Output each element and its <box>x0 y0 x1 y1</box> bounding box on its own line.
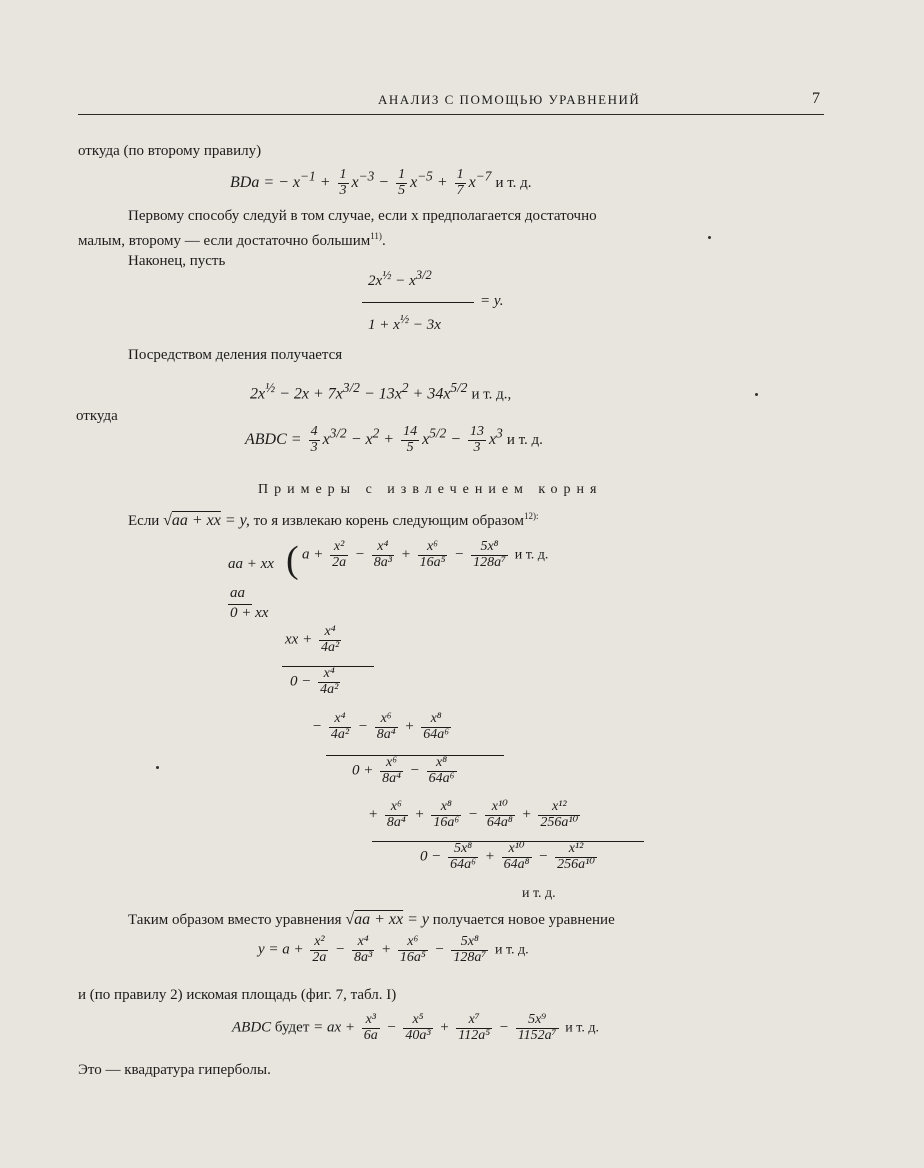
formula-y-equals: = y. <box>480 293 504 309</box>
paragraph-thus <box>128 911 615 929</box>
formula-bda: BDa = − $x^{-1}$ + $\frac{1}{3}$ $x^{-3}$ − $\frac{1}{5}$ $x^{-5}$ + $\frac{1}{7}$ $x^{-7}$ и т. д. <box>230 167 532 198</box>
page-header <box>78 92 824 115</box>
etc-1: и т. д. <box>495 174 532 191</box>
work-row-3: 0 − $\frac{\text{x⁴}}{\text{4a²}}$ <box>290 666 339 697</box>
formula-abdc-area: ABDC будет = ax + $\frac{\text{x³}}{6a}$ − $\frac{\text{x⁵}}{\text{40a³}}$ + $\frac{\text{x⁷}}{\text{112a⁵}}$ − $\frac{\text{5x⁹}}{\text{1152a⁷}}$ и т. д. <box>232 1012 599 1043</box>
budet-word: будет <box>274 1019 310 1036</box>
page-number: 7 <box>812 90 820 107</box>
formula-division-series: $2x^{\frac{1}{2}} - 2x + 7x^{3/2} - 13x^2 + 34x^{5/2}$ и т. д., <box>250 380 512 403</box>
speck <box>156 766 159 769</box>
work-0-xx: 0 + xx <box>230 605 269 621</box>
footnote-ref-11: 11) <box>370 231 382 241</box>
etc-2: и т. д., <box>471 386 512 403</box>
paragraph-method-b: малым, второму — если достаточно большим$^{11)}$. <box>78 231 386 249</box>
etc-5: и т. д. <box>522 886 556 901</box>
section-title: Примеры с извлечением корня <box>258 482 603 497</box>
formula-aa-xx: aa + xx <box>228 556 274 572</box>
paragraph-division: Посредством деления получается <box>128 347 343 363</box>
work-row-2: xx + $\frac{\text{x⁴}}{\text{4a²}}$ <box>285 624 340 655</box>
paragraph-if-sqrt <box>128 511 538 530</box>
running-title: АНАЛИЗ С ПОМОЩЬЮ УРАВНЕНИЙ <box>378 92 641 107</box>
etc-4: и т. д. <box>514 547 549 563</box>
paragraph-method-a: Первому способу следуй в том случае, если x предполагается достаточно <box>128 208 597 224</box>
formula-sqrt-aa-xx: √aa + xx = y, <box>163 512 250 529</box>
work-aa: aa <box>230 585 245 601</box>
fraction-bar-y <box>362 302 474 303</box>
paragraph-thus-a: Таким образом вместо уравнения <box>128 912 342 928</box>
etc-7: и т. д. <box>565 1020 599 1036</box>
paragraph-method-b-text: малым, второму — если достаточно большим <box>78 233 371 249</box>
speck <box>708 236 711 239</box>
formula-new-equation: y = a + $\frac{\text{x²}}{2a}$ − $\frac{\text{x⁴}}{\text{8a³}}$ + $\frac{\text{x⁶}}{\text{16a⁵}}$ − $\frac{\text{5x⁸}}{\text{128a⁷}}$ и т. д. <box>258 934 529 965</box>
paragraph-thus-b: получается новое уравнение <box>432 912 615 928</box>
paragraph-otkuda-2: откуда <box>76 408 118 424</box>
work-row-5: 0 + $\frac{\text{x⁶}}{\text{8a⁴}}$ − $\frac{\text{x⁸}}{\text{64a⁶}}$ <box>352 755 455 786</box>
footnote-ref-12: 12): <box>523 511 539 521</box>
paragraph-area: и (по правилу 2) искомая площадь (фиг. 7, табл. I) <box>78 987 397 1003</box>
formula-y-numerator: $2x^{\frac{1}{2}} - x^{3/2}$ <box>368 268 432 289</box>
paragraph-otkuda-1: откуда (по второму правилу) <box>78 143 262 159</box>
etc-6: и т. д. <box>494 942 529 958</box>
work-row-7: 0 − $\frac{\text{5x⁸}}{\text{64a⁶}}$ + $\frac{\text{x¹⁰}}{\text{64a⁸}}$ − $\frac{\text{x¹²}}{\text{256a¹⁰}}$ <box>420 841 595 872</box>
formula-abdc-1: ABDC = $\frac{4}{3}$ $x^{3/2} - x^2$ + $\frac{14}{5}$ $x^{5/2}$ − $\frac{13}{3}$ $x^3$ и т. д. <box>245 424 543 455</box>
brace-bracket: ( <box>286 539 299 581</box>
paragraph-if-sqrt-text: то я извлекаю корень следующим образом <box>253 513 524 529</box>
work-row-4: − $\frac{\text{x⁴}}{\text{4a²}}$ − $\frac{\text{x⁶}}{\text{8a⁴}}$ + $\frac{\text{x⁸}}{\text{64a⁶}}$ <box>312 711 450 742</box>
formula-sqrt-aa-xx-2: √aa + xx = y <box>345 911 430 928</box>
paragraph-finally: Наконец, пусть <box>128 253 226 269</box>
formula-root-series: a + $\frac{\text{x²}}{2a}$ − $\frac{\text{x⁴}}{\text{8a³}}$ + $\frac{\text{x⁶}}{\text{16a⁵}}$ − $\frac{\text{5x⁸}}{\text{128a⁷}}$ и т. д. <box>302 539 549 570</box>
if-word: Если <box>128 513 160 529</box>
paragraph-hyperbola: Это — квадратура гиперболы. <box>78 1062 271 1078</box>
work-row-6: + $\frac{\text{x⁶}}{\text{8a⁴}}$ + $\frac{\text{x⁸}}{\text{16a⁶}}$ − $\frac{\text{x¹⁰}}{\text{64a⁸}}$ + $\frac{\text{x¹²}}{\text{256a¹⁰}}$ <box>368 799 579 830</box>
formula-y-denominator: $1 + x^{\frac{1}{2}} - 3x$ <box>368 312 441 333</box>
etc-3: и т. д. <box>506 431 543 448</box>
speck <box>755 393 758 396</box>
